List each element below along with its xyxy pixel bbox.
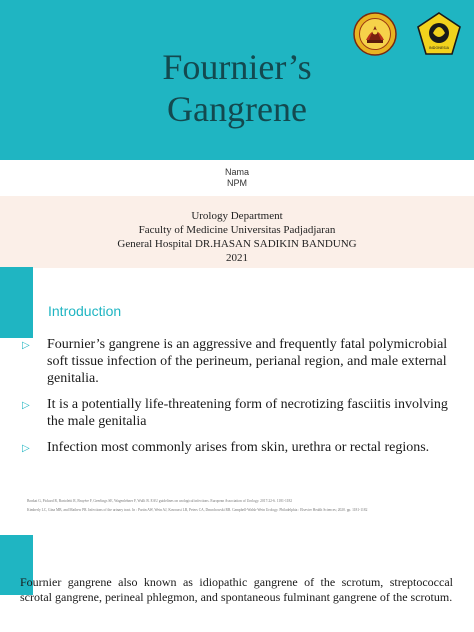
bullet-arrow-icon: ▷ — [22, 340, 30, 351]
definition-paragraph: Fournier gangrene also known as idiopathic gangrene of the scrotum, streptococcal scrotal gangrene, perineal phlegmon, and spontaneous fulminant gangrene of the scrotum. — [20, 575, 453, 604]
list-item — [22, 396, 462, 430]
logo-caption: INDONESIA — [428, 46, 450, 50]
reference-item: Bonkat G, Pickard R, Bartoletti R, Bruyère F, Geerlings SE, Wagenlehner F, Wullt B. EAU guidelines on urological infections. European Association of Urology. 2017:22-6. 1181-1182 — [27, 499, 293, 503]
year: 2021 — [226, 252, 248, 264]
indonesia-university-shield-icon — [416, 11, 462, 57]
list-item — [22, 439, 462, 456]
faculty: Faculty of Medicine Universitas Padjadjaran — [138, 224, 336, 236]
hospital: General Hospital DR.HASAN SADIKIN BANDUNG — [117, 238, 357, 250]
author-block — [0, 167, 474, 189]
reference-item: Kimberly LC, Gina MB, and Mathew PR. Infections of the urinary tract. In : Partin AW, Wein AJ, Kavoussi LR, Peters CA, Dmochowski RR. Campbell-Walsh-Wein Urology. Philadelphia : Elsevier Health Sciences; 2020. pp. 1181-1182 — [27, 508, 368, 512]
section-heading: Introduction — [48, 303, 122, 319]
affiliation-text — [0, 209, 474, 265]
references — [27, 498, 447, 516]
bullet-arrow-icon: ▷ — [22, 400, 30, 411]
bullet-arrow-icon: ▷ — [22, 443, 30, 454]
bullet-text: It is a potentially life-threatening form of necrotizing fasciitis involving the male genitalia — [47, 397, 448, 429]
presentation-title — [0, 46, 474, 130]
bullet-text: Infection most commonly arises from skin, urethra or rectal regions. — [47, 440, 430, 455]
title-line-1: Fournier’s — [162, 47, 312, 87]
author-name: Nama — [224, 167, 249, 177]
unpad-emblem-icon — [353, 12, 397, 56]
title-line-2: Gangrene — [167, 89, 307, 129]
accent-tab — [0, 267, 33, 338]
department: Urology Department — [191, 210, 283, 222]
bullet-text: Fournier’s gangrene is an aggressive and frequently fatal polymicrobial soft tissue infection of the perineum, perianal region, and male external genitalia. — [47, 337, 448, 386]
author-npm: NPM — [227, 178, 247, 188]
bullet-list — [22, 336, 462, 465]
list-item — [22, 336, 462, 387]
